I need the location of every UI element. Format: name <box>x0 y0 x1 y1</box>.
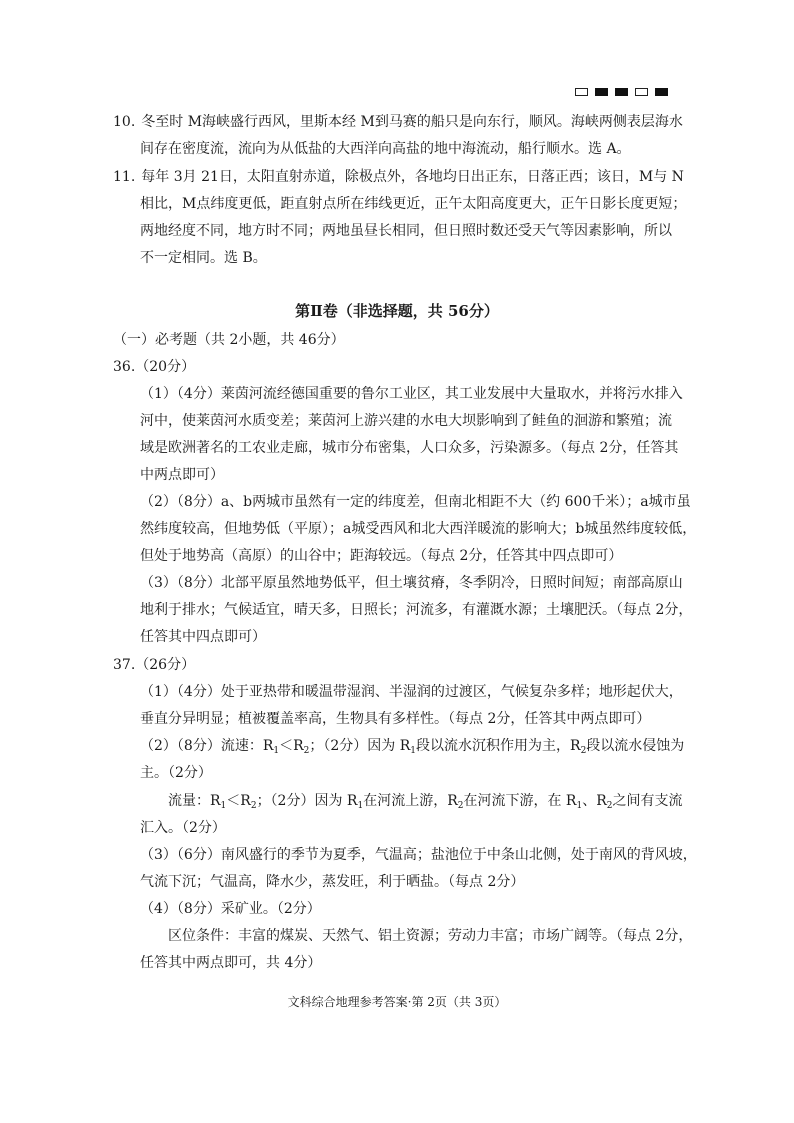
q10-number: 10. <box>113 114 136 130</box>
q36-p1-line-4: 中两点即可） <box>140 467 224 483</box>
q11-number: 11. <box>113 169 136 185</box>
q37-p4-line-1: （4）（8分）采矿业。（2分） <box>140 901 321 917</box>
q36-p1-line-2: 河中，使莱茵河水质变差；莱茵河上游兴建的水电大坝影响到了鲑鱼的洄游和繁殖；流 <box>140 413 672 429</box>
q36-p3-line-3: 任答其中四点即可） <box>140 629 266 645</box>
q37-p4-loc-line-2: 任答其中两点即可，共 4分） <box>140 955 322 971</box>
q36-p2-line-3: 但处于地势高（高原）的山谷中；距海较远。（每点 2分，任答其中四点即可） <box>140 548 623 564</box>
q11-line-3: 两地经度不同，地方时不同；两地虽昼长相同，但日照时数还受天气等因素影响，所以 <box>140 223 672 239</box>
solid-box-icon <box>615 88 628 96</box>
q37-p2-flow-line-2: 汇入。（2分） <box>140 820 226 836</box>
q37-p2-line-2: 主。（2分） <box>140 765 212 781</box>
hollow-box-icon <box>575 88 588 96</box>
q36-p1-line-3: 域是欧洲著名的工农业走廊，城市分布密集，人口众多，污染源多。（每点 2分，任答其 <box>140 440 679 456</box>
q36-header: 36.（20分） <box>113 359 196 375</box>
q11-line-4: 不一定相同。选 B。 <box>140 250 267 266</box>
q36-p2-line-2: 然纬度较高，但地势低（平原）；a城受西风和北大西洋暖流的影响大；b城虽然纬度较低， <box>140 521 697 537</box>
page-footer: 文科综合地理参考答案·第 2页（共 3页） <box>287 995 507 1009</box>
q11-line-2: 相比，M点纬度更低，距直射点所在纬线更近，正午太阳高度更大，正午日影长度更短； <box>140 196 687 212</box>
q36-p1-line-1: （1）（4分）莱茵河流经德国重要的鲁尔工业区，其工业发展中大量取水，并将污水排入 <box>140 386 683 402</box>
solid-box-icon <box>655 88 668 96</box>
q37-header: 37.（26分） <box>113 657 196 673</box>
q10-line-2: 间存在密度流，流向为从低盐的大西洋向高盐的地中海流动，船行顺水。选 A。 <box>140 141 631 157</box>
header-marks <box>575 88 668 96</box>
q11-line-1: 11. 每年 3月 21日，太阳直射赤道，除极点外，各地均日出正东，日落正西；该日，M与 N <box>113 169 684 185</box>
q36-p2-line-1: （2）（8分）a、b两城市虽然有一定的纬度差，但南北相距不大（约 600千米）；a城市虽 <box>140 494 691 510</box>
hollow-box-icon <box>635 88 648 96</box>
q37-p4-loc-line-1: 区位条件：丰富的煤炭、天然气、铝土资源；劳动力丰富；市场广阔等。（每点 2分， <box>168 928 693 944</box>
q37-p2-line-1: （2）（8分）流速：$R_1<R_2$；（2分）因为 $R_1$段以流水沉积作用为主，$R_2$段以流水侵蚀为 <box>140 738 685 756</box>
q37-p2-flow-line-1: 流量：$R_1<R_2$；（2分）因为 $R_1$在河流上游，$R_2$在河流下游，在 $R_1$、$R_2$之间有支流 <box>168 793 683 811</box>
q37-p3-line-1: （3）（6分）南风盛行的季节为夏季，气温高；盐池位于中条山北侧，处于南风的背风坡， <box>140 847 697 863</box>
section-title: 第Ⅱ卷（非选择题，共 56分） <box>295 302 499 320</box>
q37-p3-line-2: 气流下沉；气温高，降水少，蒸发旺，利于晒盐。（每点 2分） <box>140 874 525 890</box>
q36-p3-line-1: （3）（8分）北部平原虽然地势低平，但土壤贫瘠，冬季阴冷，日照时间短；南部高原山 <box>140 575 683 591</box>
q36-p3-line-2: 地利于排水；气候适宜，晴天多，日照长；河流多，有灌溉水源；土壤肥沃。（每点 2分， <box>140 602 693 618</box>
q37-p1-line-1: （1）（4分）处于亚热带和暖温带湿润、半湿润的过渡区，气候复杂多样；地形起伏大， <box>140 684 683 700</box>
solid-box-icon <box>595 88 608 96</box>
q37-p1-line-2: 垂直分异明显；植被覆盖率高，生物具有多样性。（每点 2分，任答其中两点即可） <box>140 711 651 727</box>
section-subtitle: （一）必考题（共 2小题，共 46分） <box>113 332 345 348</box>
q10-line-1: 10. 冬至时 M海峡盛行西风，里斯本经 M到马赛的船只是向东行，顺风。海峡两侧表层海水 <box>113 114 683 130</box>
